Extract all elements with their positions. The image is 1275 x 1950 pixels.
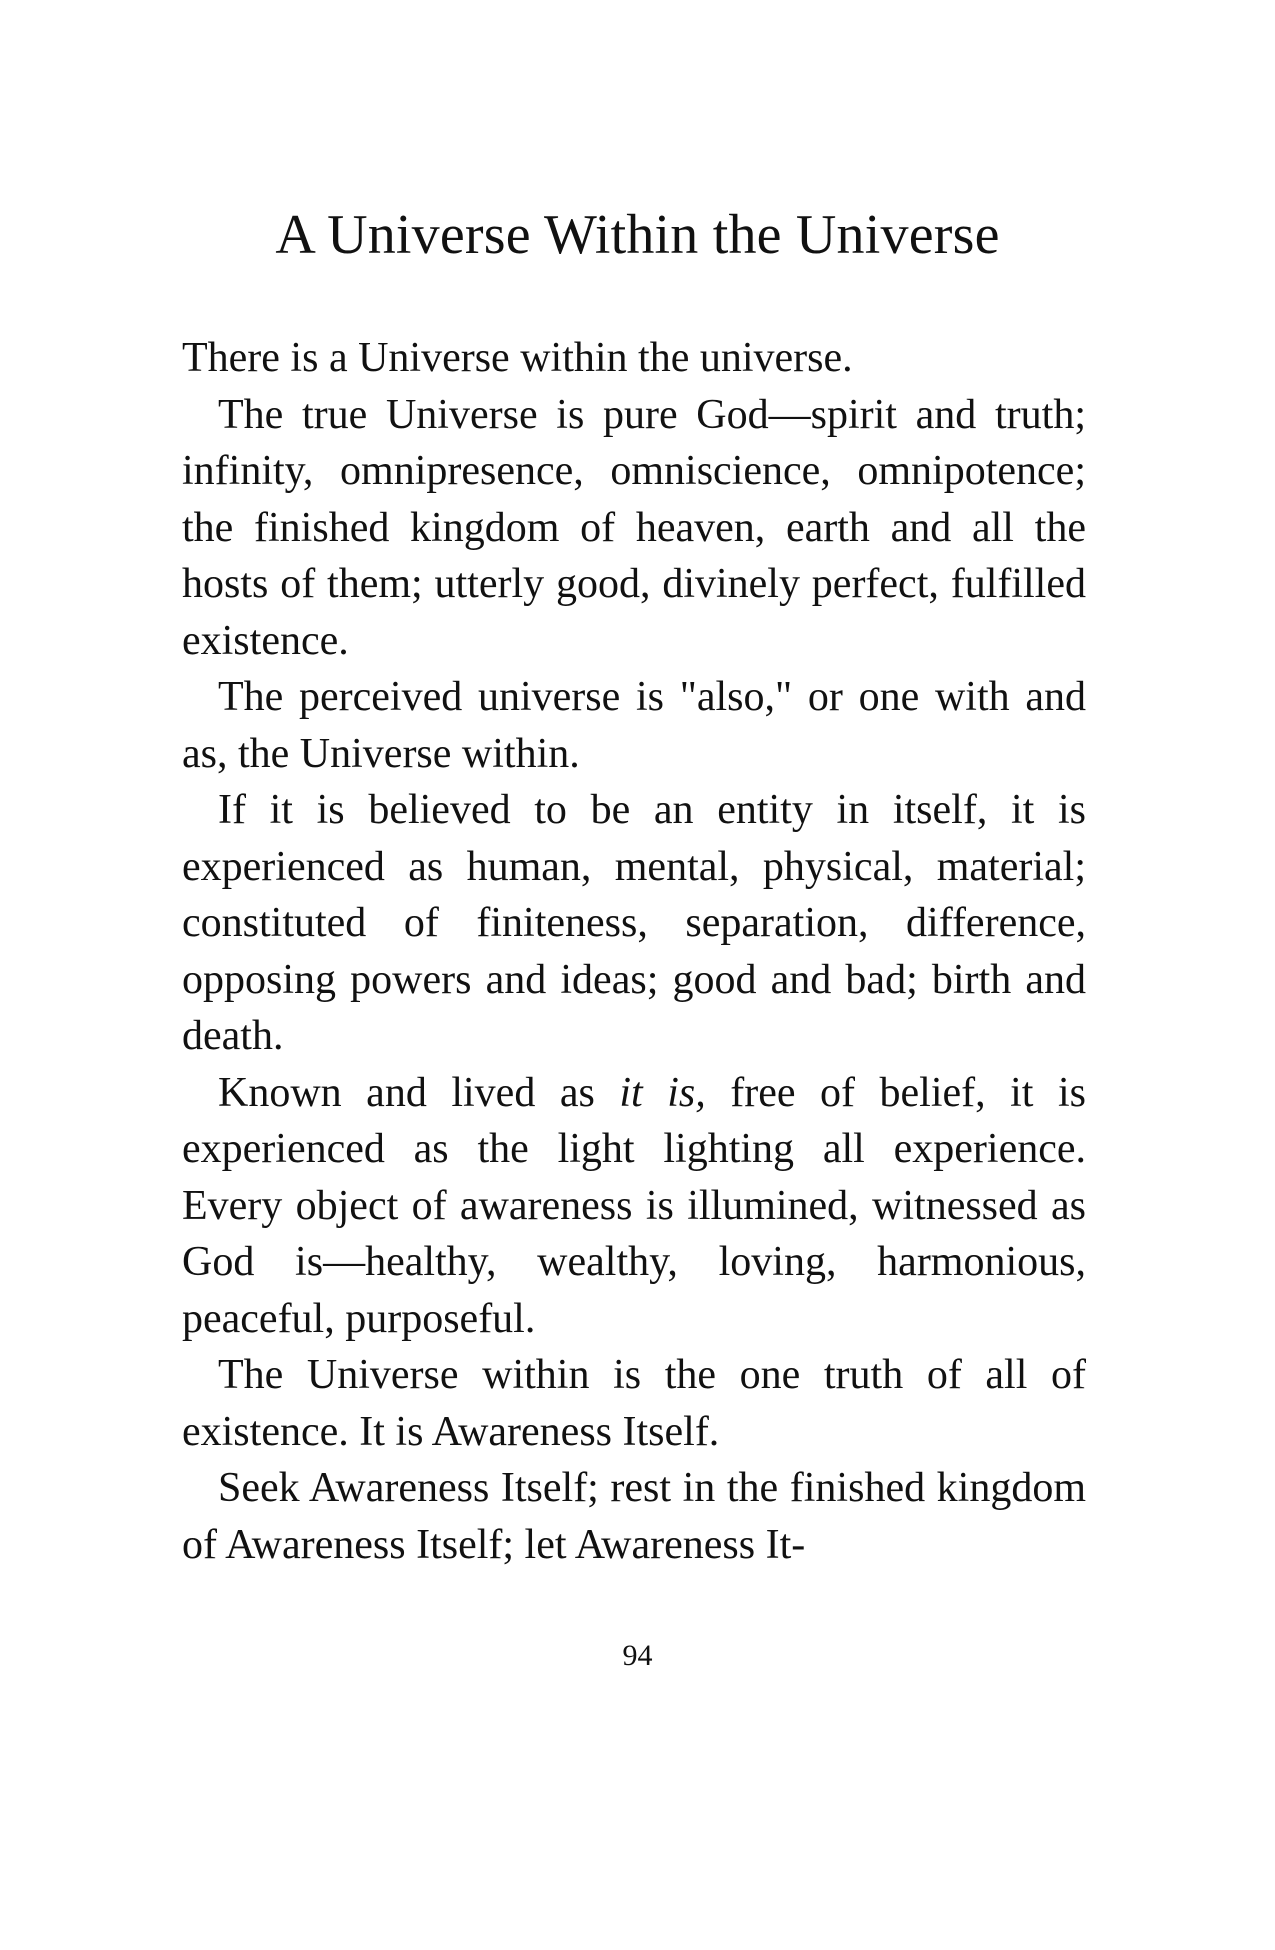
paragraph-3: The perceived universe is "also," or one with and as, the Universe within. — [182, 674, 1086, 777]
chapter-title: A Universe Within the Universe — [275, 204, 1000, 266]
paragraph-5 — [182, 1065, 1086, 1348]
paragraph-6: The Universe within is the one truth of all of existence. It is Awareness Itself. — [182, 1352, 1086, 1455]
paragraph-1: There is a Universe within the universe. — [182, 335, 853, 381]
paragraph-7: Seek Awareness Itself; rest in the finished kingdom of Awareness Itself; let Awareness It- — [182, 1465, 1086, 1568]
paragraph-5-end: free of belief, it is experienced as the light lighting all experience. Every object of awareness is illumined, witnessed as God is—healthy, wealthy, loving, harmonious, peaceful, purposeful. — [182, 1069, 1086, 1342]
paragraph-4: If it is believed to be an entity in itself, it is experienced as human, mental, physical, material; constituted of finiteness, separation, difference, opposing powers and ideas; good and bad; birth and death. — [182, 787, 1086, 1059]
paragraph-2: The true Universe is pure God—spirit and truth; infinity, omnipresence, omniscience, omnipotence; the finished kingdom of heaven, earth and all the hosts of them; utterly good, divinely perfect, fulfilled existence. — [182, 391, 1086, 664]
body-text — [182, 330, 1086, 1573]
paragraph-5-start: Known and lived as — [218, 1069, 620, 1116]
page-number: 94 — [622, 1639, 653, 1672]
paragraph-5-italic: it is, — [619, 1069, 706, 1116]
